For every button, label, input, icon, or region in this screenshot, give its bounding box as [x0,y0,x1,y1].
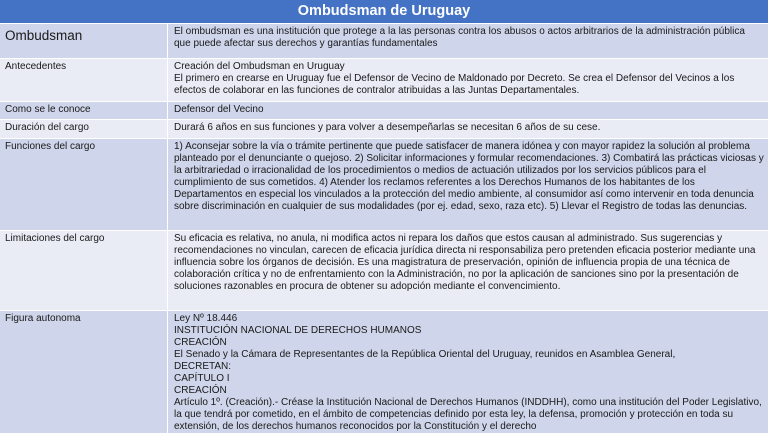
content-line: DECRETAN: [174,361,232,372]
content-line: Su eficacia es relativa, no anula, ni modifica actos ni repara los daños que estos causan al administrado. Sus sugerencias y recomendaciones no vinculan, carecen de eficacia jurídica directa ni responsabiliza pero pretenden eficacia posterior mediante una influencia sobre los órganos de decisión. Es una magistratura de preservación, opinión de influencia propia de una técnica de colaboración crítica y no de enfrentamiento con la Administración, no por la aplicación de sanciones sino por la presentación de soluciones razonables en procura de obtener su adopción mediante el convencimiento. [174,233,756,292]
row-content [168,59,768,102]
table-row-duracion [0,120,768,139]
content-line: Artículo 1º. (Creación).- Créase la Institución Nacional de Derechos Humanos (INDDHH), como una institución del Poder Legislativo, la que tendrá por cometido, en el ámbito de competencias definido por esta ley, la defensa, promoción y protección en toda su extensión, de los derechos humanos reconocidos por la Constitución y el derecho [174,397,762,432]
table-row-funciones [0,139,768,231]
row-label: Duración del cargo [0,120,168,139]
content-line: Creación del Ombudsman en Uruguay [174,61,345,72]
table-row-limitaciones [0,231,768,311]
content-line: El primero en crearse en Uruguay fue el Defensor de Vecino de Maldonado por Decreto. Se crea el Defensor del Vecinos a los efectos de colaborar en las funciones de contralor atribuidas a las Juntas Departamentales. [174,73,735,96]
row-label: Como se le conoce [0,102,168,120]
table-row-ombudsman [0,24,768,59]
info-table [0,24,768,433]
content-line: Durará 6 años en sus funciones y para volver a desempeñarlas se necesitan 6 años de su cese. [174,122,601,133]
row-label: Antecedentes [0,59,168,102]
row-content [168,24,768,59]
row-label: Limitaciones del cargo [0,231,168,311]
content-line: CREACIÓN [174,385,227,396]
content-line: El Senado y la Cámara de Representantes de la República Oriental del Uruguay, reunidos en Asamblea General, [174,349,676,360]
content-line: INSTITUCIÓN NACIONAL DE DERECHOS HUMANOS [174,325,422,336]
row-content [168,139,768,231]
row-label: Funciones del cargo [0,139,168,231]
table-row-antecedentes [0,59,768,102]
content-line: Ley Nº 18.446 [174,313,238,324]
row-content [168,231,768,311]
content-line: CREACIÓN [174,337,227,348]
content-line: 1) Aconsejar sobre la vía o trámite pertinente que puede satisfacer de manera idónea y con mayor rapidez la solución al problema planteado por el denunciante o quejoso. 2) Solicitar informaciones y formular recomendaciones. 3) Combatirá las prácticas viciosas y la arbitrariedad o irracionalidad de los procedimientos o medios de actuación utilizados por los servicios públicos para el cumplimiento de sus cometidos. 4) Atender los reclamos referentes a los Derechos Humanos de los habitantes de los Departamentos en especial los vinculados a la protección del medio ambiente, al consumidor así como intervenir en toda denuncia sobre discriminación en cualquier de sus modalidades (por ej. edad, sexo, raza etc). 5) Llevar el Registro de todas las denuncias. [174,141,764,212]
content-line: CAPÍTULO I [174,373,230,384]
page-title: Ombudsman de Uruguay [0,0,768,24]
table-row-como-se-le-conoce [0,102,768,120]
table-row-figura-autonoma [0,311,768,433]
row-content [168,311,768,433]
row-label: Figura autonoma [0,311,168,433]
row-content [168,102,768,120]
content-line: Defensor del Vecino [174,104,264,115]
content-line: El ombudsman es una institución que protege a la las personas contra los abusos o actos arbitrarios de la administración pública que puede afectar sus derechos y garantías fundamentales [174,26,745,49]
row-label: Ombudsman [0,24,168,59]
row-content [168,120,768,139]
